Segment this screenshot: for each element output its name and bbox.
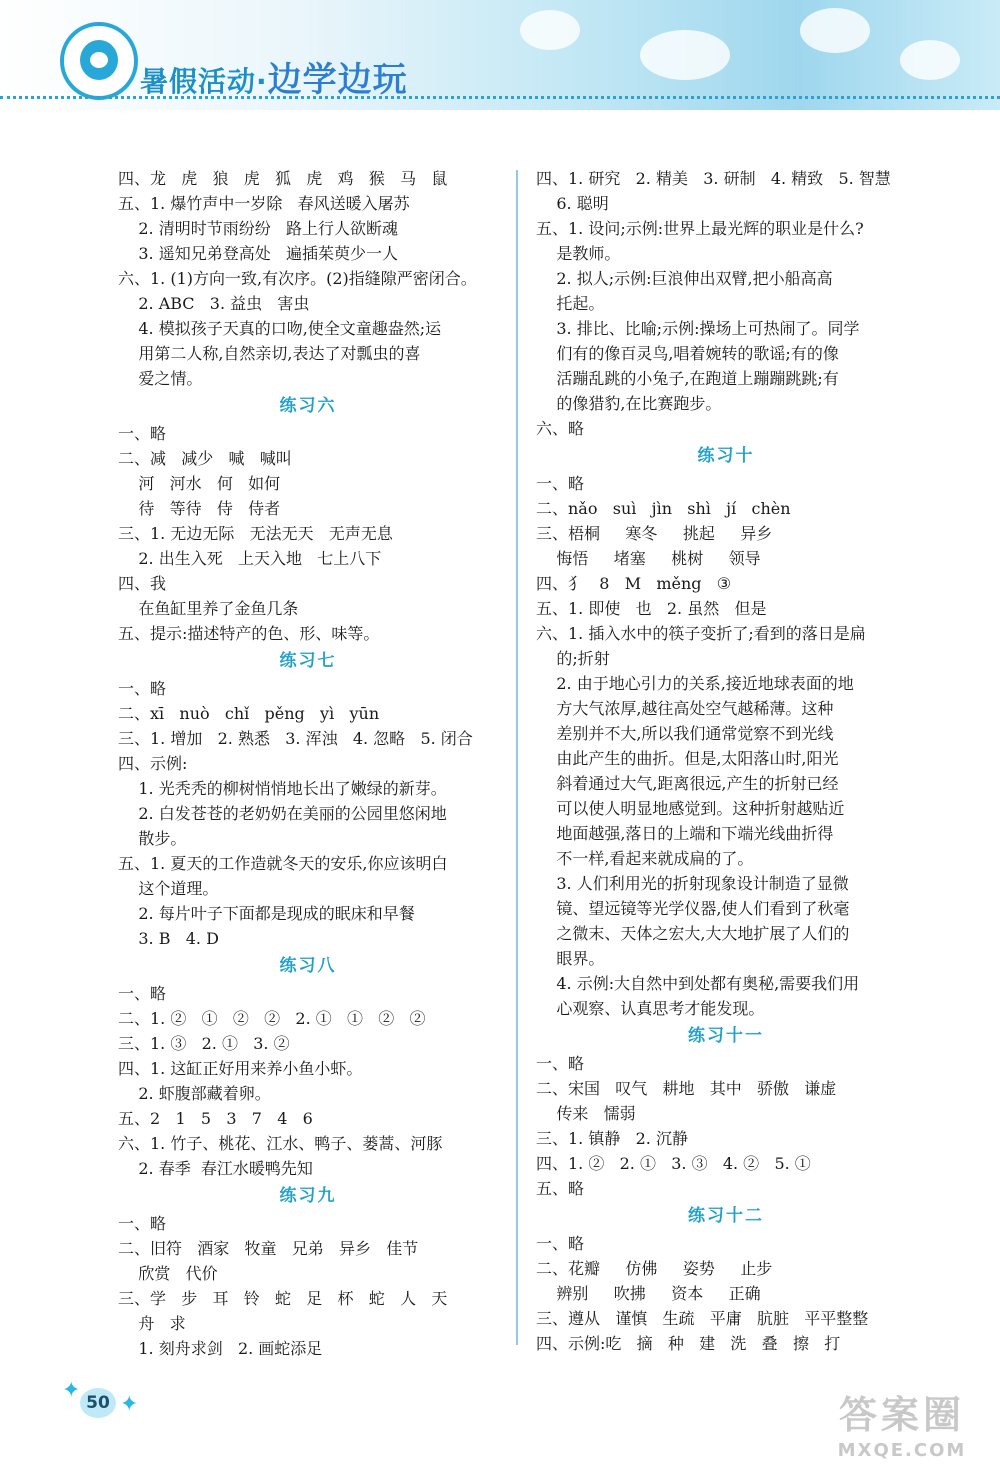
answer-line: 6. 聪明 (536, 194, 609, 213)
answer-line: 2. 出生入死 上天入地 七上八下 (118, 549, 382, 568)
answer-line: 二、旧符 酒家 牧童 兄弟 异乡 佳节 (118, 1239, 419, 1258)
answer-line: 河 河水 何 如何 (118, 474, 281, 493)
header-dotted-line (0, 96, 1000, 99)
answer-line: 2. 虾腹部藏着卵。 (118, 1084, 271, 1103)
answer-line: 4. 模拟孩子天真的口吻,使全文童趣盎然;运 (118, 319, 442, 338)
answer-line: 五、2 1 5 3 7 4 6 (118, 1109, 313, 1128)
answer-line: 在鱼缸里养了金鱼几条 (118, 599, 299, 618)
answer-line: 四、龙 虎 狼 虎 狐 虎 鸡 猴 马 鼠 (118, 169, 448, 188)
answer-line: 二、nǎo suì jìn shì jí chèn (536, 499, 791, 518)
book-title: 暑假活动·边学边玩 (140, 60, 408, 100)
answer-line: 一、略 (118, 984, 167, 1003)
answer-line: 传来 懦弱 (536, 1104, 636, 1123)
section-heading: 练习六 (279, 396, 337, 416)
answer-line: 1. 光秃秃的柳树悄悄地长出了嫩绿的新芽。 (118, 779, 447, 798)
answer-line: 4. 示例:大自然中到处都有奥秘,需要我们用 (536, 974, 860, 993)
section-heading: 练习八 (279, 956, 337, 976)
snow-decoration (640, 30, 730, 80)
answer-line: 舟 求 (118, 1314, 186, 1333)
answer-line: 四、我 (118, 574, 167, 593)
answer-line: 2. 春季 春江水暖鸭先知 (118, 1159, 313, 1178)
answer-line: 2. 每片叶子下面都是现成的眠床和早餐 (118, 904, 415, 923)
answer-line: 散步。 (118, 829, 187, 848)
answer-line: 二、宋国 叹气 耕地 其中 骄傲 谦虚 (536, 1079, 837, 1098)
watermark-url: MXQE.COM (837, 1440, 967, 1461)
left-answer-column (118, 166, 498, 1361)
snow-decoration (520, 10, 580, 50)
answer-line: 爱之情。 (118, 369, 203, 388)
answer-line: 四、示例: (118, 754, 188, 773)
answer-line: 镜、望远镜等光学仪器,使人们看到了秋毫 (536, 899, 850, 918)
answer-line: 欣赏 代价 (118, 1264, 218, 1283)
answer-line: 方大气浓厚,越往高处空气越稀薄。这种 (536, 699, 834, 718)
answer-line: 一、略 (536, 474, 585, 493)
snow-decoration (900, 40, 960, 80)
answer-line: 悔悟 堵塞 桃树 领导 (536, 549, 761, 568)
answer-line: 二、xī nuò chǐ pěng yì yūn (118, 704, 380, 723)
answer-line: 是教师。 (536, 244, 621, 263)
answer-line: 2. 拟人;示例:巨浪伸出双臂,把小船高高 (536, 269, 833, 288)
answer-line: 六、略 (536, 419, 585, 438)
answer-line: 托起。 (536, 294, 605, 313)
answer-line: 2. 白发苍苍的老奶奶在美丽的公园里悠闲地 (118, 804, 447, 823)
answer-line: 不一样,看起来就成扁的了。 (536, 849, 754, 868)
answer-line: 三、1. ③ 2. ① 3. ② (118, 1034, 290, 1053)
answer-line: 一、略 (118, 1214, 167, 1233)
snow-decoration (800, 8, 870, 53)
answer-line: 待 等待 侍 侍者 (118, 499, 281, 518)
answer-line: 二、1. ② ① ② ② 2. ① ① ② ② (118, 1009, 426, 1028)
answer-line: 之微末、天体之宏大,大大地扩展了人们的 (536, 924, 850, 943)
watermark-text: 答案圈 (838, 1393, 965, 1437)
section-heading: 练习十二 (688, 1206, 764, 1226)
answer-line: 三、梧桐 寒冬 挑起 异乡 (536, 524, 773, 543)
answer-line: 3. B 4. D (118, 929, 219, 948)
answer-line: 这个道理。 (118, 879, 219, 898)
answer-line: 3. 人们利用光的折射现象设计制造了显微 (536, 874, 849, 893)
answer-line: 活蹦乱跳的小兔子,在跑道上蹦蹦跳跳;有 (536, 369, 839, 388)
answer-line: 五、1. 爆竹声中一岁除 春风送暖入屠苏 (118, 194, 410, 213)
answer-line: 二、减 减少 喊 喊叫 (118, 449, 292, 468)
answer-line: 斜着通过大气,距离很远,产生的折射已经 (536, 774, 839, 793)
answer-line: 地面越强,落日的上端和下端光线曲折得 (536, 824, 834, 843)
answer-line: 3. 排比、比喻;示例:操场上可热闹了。同学 (536, 319, 860, 338)
answer-line: 2. ABC 3. 益虫 害虫 (118, 294, 310, 313)
answer-line: 用第二人称,自然亲切,表达了对瓢虫的喜 (118, 344, 421, 363)
answer-line: 三、1. 增加 2. 熟悉 3. 浑浊 4. 忽略 5. 闭合 (118, 729, 473, 748)
answer-line: 的像猎豹,在比赛跑步。 (536, 394, 722, 413)
answer-line: 2. 清明时节雨纷纷 路上行人欲断魂 (118, 219, 398, 238)
answer-line: 五、略 (536, 1179, 585, 1198)
star-icon: ✦ (120, 1392, 139, 1417)
answer-line: 差别并不大,所以我们通常觉察不到光线 (536, 724, 834, 743)
answer-line: 五、1. 即使 也 2. 虽然 但是 (536, 599, 767, 618)
answer-line: 二、花瓣 仿佛 姿势 止步 (536, 1259, 773, 1278)
column-divider (516, 170, 518, 1345)
answer-line: 四、1. 这缸正好用来养小鱼小虾。 (118, 1059, 363, 1078)
answer-line: 1. 刻舟求剑 2. 画蛇添足 (118, 1339, 323, 1358)
answer-line: 四、1. 研究 2. 精美 3. 研制 4. 精致 5. 智慧 (536, 169, 891, 188)
answer-line: 眼界。 (536, 949, 605, 968)
answer-line: 五、1. 设问;示例:世界上最光辉的职业是什么? (536, 219, 864, 238)
answer-line: 六、1. (1)方向一致,有次序。(2)指缝隙严密闭合。 (118, 269, 477, 288)
answer-line: 一、略 (118, 424, 167, 443)
answer-line: 六、1. 插入水中的筷子变折了;看到的落日是扁 (536, 624, 866, 643)
answer-line: 五、提示:描述特产的色、形、味等。 (118, 624, 380, 643)
mascot-logo-icon (60, 22, 138, 100)
answer-line: 辨别 吹拂 资本 正确 (536, 1284, 761, 1303)
answer-line: 三、1. 无边无际 无法无天 无声无息 (118, 524, 393, 543)
answer-line: 四、1. ② 2. ① 3. ③ 4. ② 5. ① (536, 1154, 811, 1173)
answer-line: 的;折射 (536, 649, 610, 668)
section-heading: 练习十 (697, 446, 755, 466)
section-heading: 练习七 (279, 651, 337, 671)
answer-line: 三、学 步 耳 铃 蛇 足 杯 蛇 人 天 (118, 1289, 448, 1308)
right-answer-column (536, 166, 916, 1356)
header-banner (0, 0, 1000, 110)
answer-line: 三、遵从 谨慎 生疏 平庸 肮脏 平平整整 (536, 1309, 869, 1328)
answer-line: 们有的像百灵鸟,唱着婉转的歌谣;有的像 (536, 344, 839, 363)
answer-line: 3. 遥知兄弟登高处 遍插茱萸少一人 (118, 244, 398, 263)
answer-line: 五、1. 夏天的工作造就冬天的安乐,你应该明白 (118, 854, 448, 873)
answer-line: 可以使人明显地感觉到。这种折射越贴近 (536, 799, 845, 818)
answer-line: 一、略 (536, 1054, 585, 1073)
answer-line: 2. 由于地心引力的关系,接近地球表面的地 (536, 674, 854, 693)
star-icon: ✦ (62, 1378, 81, 1403)
watermark (812, 1390, 992, 1474)
answer-line: 四、示例:吃 摘 种 建 洗 叠 擦 打 (536, 1334, 841, 1353)
section-heading: 练习十一 (688, 1026, 764, 1046)
answer-line: 由此产生的曲折。但是,太阳落山时,阳光 (536, 749, 839, 768)
answer-line: 一、略 (536, 1234, 585, 1253)
page-number: 50 (80, 1388, 116, 1418)
answer-line: 一、略 (118, 679, 167, 698)
answer-line: 四、犭 8 M měng ③ (536, 574, 732, 593)
answer-line: 三、1. 镇静 2. 沉静 (536, 1129, 688, 1148)
answer-line: 心观察、认真思考才能发现。 (536, 999, 765, 1018)
section-heading: 练习九 (279, 1186, 337, 1206)
answer-line: 六、1. 竹子、桃花、江水、鸭子、蒌蒿、河豚 (118, 1134, 443, 1153)
